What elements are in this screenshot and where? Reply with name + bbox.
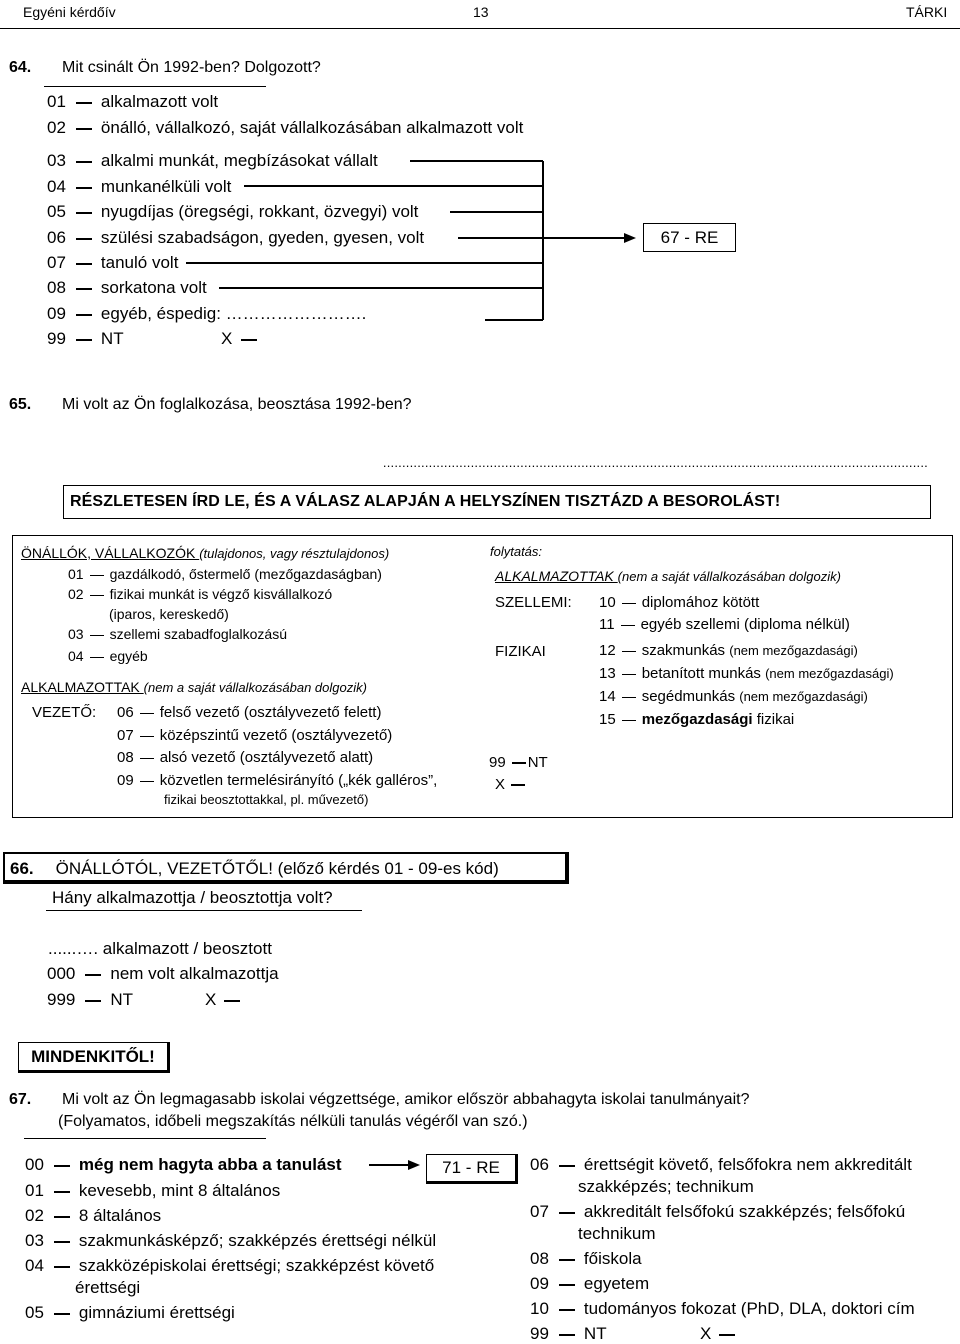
option-code: 01	[47, 92, 66, 111]
option-code: 999	[47, 990, 76, 1009]
option-code: 08	[530, 1249, 549, 1268]
option-code: 05	[47, 202, 66, 221]
option-code: 14	[599, 688, 616, 705]
option-code: 13	[599, 665, 616, 682]
option-code: 06	[117, 704, 134, 721]
option-code: 04	[68, 648, 84, 664]
option-label: érettségit követő, felsőfokra nem akkreditált	[583, 1155, 912, 1174]
option-label: alsó vezető (osztályvezető alatt)	[159, 749, 374, 766]
q66-question: Hány alkalmazottja / beosztottja volt?	[52, 888, 333, 907]
option-label: akkreditált felsőfokú szakképzés; felsőfokú	[583, 1202, 906, 1221]
option-code: 04	[47, 177, 66, 196]
option-label: diplomához kötött	[641, 594, 760, 611]
manager-09-cont: fizikai beosztottakkal, pl. művezető)	[164, 792, 369, 807]
q65-nt-item[interactable]: 99 NT	[489, 754, 548, 771]
option-code: 08	[47, 278, 66, 297]
option-code: 99	[530, 1324, 549, 1343]
option-label: szakmunkás	[641, 642, 730, 659]
option-code: 06	[530, 1155, 549, 1174]
option-code: 09	[47, 304, 66, 323]
employees-heading: ALKALMAZOTTAK (nem a saját vállalkozásában dolgozik)	[21, 679, 367, 695]
option-label: NT	[110, 990, 134, 1009]
option-label: mezőgazdasági	[641, 711, 753, 728]
option-code: 02	[47, 118, 66, 137]
option-label: középszintű vezető (osztályvezető)	[159, 727, 393, 744]
option-code: 06	[47, 228, 66, 247]
option-label: tudományos fokozat (PhD, DLA, doktori cím	[583, 1299, 915, 1318]
option-code: 07	[47, 253, 66, 272]
szellemi-label: SZELLEMI:	[495, 594, 572, 611]
q67-skip-box: 71 - RE	[426, 1154, 518, 1184]
q65-number: 65.	[9, 396, 32, 413]
option-label: egyéb	[109, 648, 148, 664]
option-label: felső vezető (osztályvezető felett)	[159, 704, 382, 721]
option-code: 04	[25, 1256, 44, 1275]
page-number: 13	[473, 4, 489, 20]
option-label: közvetlen termelésirányító („kék galléros”,	[159, 772, 438, 789]
option-code: 03	[25, 1231, 44, 1250]
option-label: alkalmi munkát, megbízásokat vállalt	[100, 151, 378, 170]
q64-text: Mit csinált Ön 1992-ben? Dolgozott?	[62, 59, 321, 76]
option-code: 000	[47, 964, 76, 983]
q65-text: Mi volt az Ön foglalkozása, beosztása 1992-ben?	[62, 396, 412, 413]
option-code: 01	[68, 566, 84, 582]
q67-number: 67.	[9, 1091, 32, 1108]
option-code: 09	[117, 772, 134, 789]
option-label: főiskola	[583, 1249, 642, 1268]
option-code: 01	[25, 1181, 44, 1200]
option-code: 00	[25, 1155, 44, 1174]
option-note: (nem mezőgazdasági)	[739, 689, 868, 704]
option-code: 02	[68, 586, 84, 602]
q65-answer-line[interactable]: ...............................................................................................................................................	[382, 455, 928, 470]
q65-instruction: RÉSZLETESEN ÍRD LE, ÉS A VÁLASZ ALAPJÁN A HELYSZÍNEN TISZTÁZD A BESOROLÁST!	[70, 493, 781, 510]
option-label: szellemi szabadfoglalkozású	[109, 626, 288, 642]
option-label: szakközépiskolai érettségi; szakképzést követő	[78, 1256, 435, 1275]
option-label: fizikai munkát is végző kisvállalkozó	[109, 586, 333, 602]
option-label: NT	[100, 329, 124, 348]
option-code: 99	[47, 329, 66, 348]
option-code: 07	[117, 727, 134, 744]
option-label: szülési szabadságon, gyeden, gyesen, volt	[100, 228, 425, 247]
option-label: egyetem	[583, 1274, 650, 1293]
option-label: szakképzés; technikum	[578, 1177, 754, 1196]
q67-x-item[interactable]: X	[700, 1324, 744, 1344]
everyone-box: MINDENKITŐL!	[18, 1042, 170, 1073]
option-code: 15	[599, 711, 616, 728]
q65-x-item[interactable]: X	[495, 776, 531, 793]
option-code: 12	[599, 642, 616, 659]
option-code: 02	[25, 1206, 44, 1225]
option-note: (nem mezőgazdasági)	[765, 666, 894, 681]
option-label: egyéb szellemi (diploma nélkül)	[640, 616, 850, 633]
option-label: nem volt alkalmazottja	[110, 964, 279, 983]
option-label: nyugdíjas (öregségi, rokkant, özvegyi) volt	[100, 202, 419, 221]
q67-text-2: (Folyamatos, időbeli megszakítás nélküli tanulás végéről van szó.)	[58, 1113, 528, 1130]
right-employees-heading: ALKALMAZOTTAK (nem a saját vállalkozásában dolgozik)	[495, 568, 841, 584]
option-label: segédmunkás	[641, 688, 740, 705]
option-label: még nem hagyta abba a tanulást	[78, 1155, 342, 1174]
option-note: (nem mezőgazdasági)	[729, 643, 858, 658]
option-code: 08	[117, 749, 134, 766]
option-code: 03	[47, 151, 66, 170]
header-right: TÁRKI	[906, 4, 948, 20]
q64-number: 64.	[9, 59, 32, 76]
option-note: fizikai	[752, 711, 795, 728]
option-label: érettségi	[75, 1278, 141, 1297]
option-code: 10	[599, 594, 616, 611]
option-label: alkalmazott volt	[100, 92, 219, 111]
option-label: tanuló volt	[100, 253, 179, 272]
q66-header: 66. ÖNÁLLÓTÓL, VEZETŐTŐL! (előző kérdés 01 - 09-es kód)	[10, 859, 499, 878]
option-label: gazdálkodó, őstermelő (mezőgazdaságban)	[109, 566, 382, 582]
q66-x-item[interactable]: X	[205, 990, 249, 1010]
option-code: 09	[530, 1274, 549, 1293]
q67-text: Mi volt az Ön legmagasabb iskolai végzettsége, amikor először abbahagyta iskolai tanulmányait?	[62, 1091, 750, 1108]
fizikai-label: FIZIKAI	[495, 643, 546, 660]
option-code: 10	[530, 1299, 549, 1318]
option-label: (iparos, kereskedő)	[109, 606, 229, 622]
vezeto-label: VEZETŐ:	[32, 704, 97, 721]
option-code: 05	[25, 1303, 44, 1322]
option-label: 8 általános	[78, 1206, 162, 1225]
option-label: kevesebb, mint 8 általános	[78, 1181, 281, 1200]
continuation-label: folytatás:	[490, 544, 543, 559]
option-code: 03	[68, 626, 84, 642]
option-label: szakmunkásképző; szakképzés érettségi nélkül	[78, 1231, 437, 1250]
option-label: sorkatona volt	[100, 278, 207, 297]
option-label: munkanélküli volt	[100, 177, 232, 196]
option-code: 07	[530, 1202, 549, 1221]
option-label: egyéb, éspedig: …………………….	[100, 304, 367, 323]
q64-x-item[interactable]: X	[221, 329, 266, 349]
q66-count-field[interactable]: ......…. alkalmazott / beosztott	[48, 939, 272, 958]
selfemployed-heading: ÖNÁLLÓK, VÁLLALKOZÓK (tulajdonos, vagy résztulajdonos)	[21, 545, 390, 561]
option-code: 11	[599, 616, 615, 633]
q64-skip-box: 67 - RE	[643, 223, 736, 252]
option-label: technikum	[578, 1224, 656, 1243]
option-label: NT	[583, 1324, 607, 1343]
option-label: gimnáziumi érettségi	[78, 1303, 235, 1322]
header-left: Egyéni kérdőív	[23, 4, 116, 20]
option-label: betanított munkás	[641, 665, 766, 682]
option-label: önálló, vállalkozó, saját vállalkozásában alkalmazott volt	[100, 118, 524, 137]
